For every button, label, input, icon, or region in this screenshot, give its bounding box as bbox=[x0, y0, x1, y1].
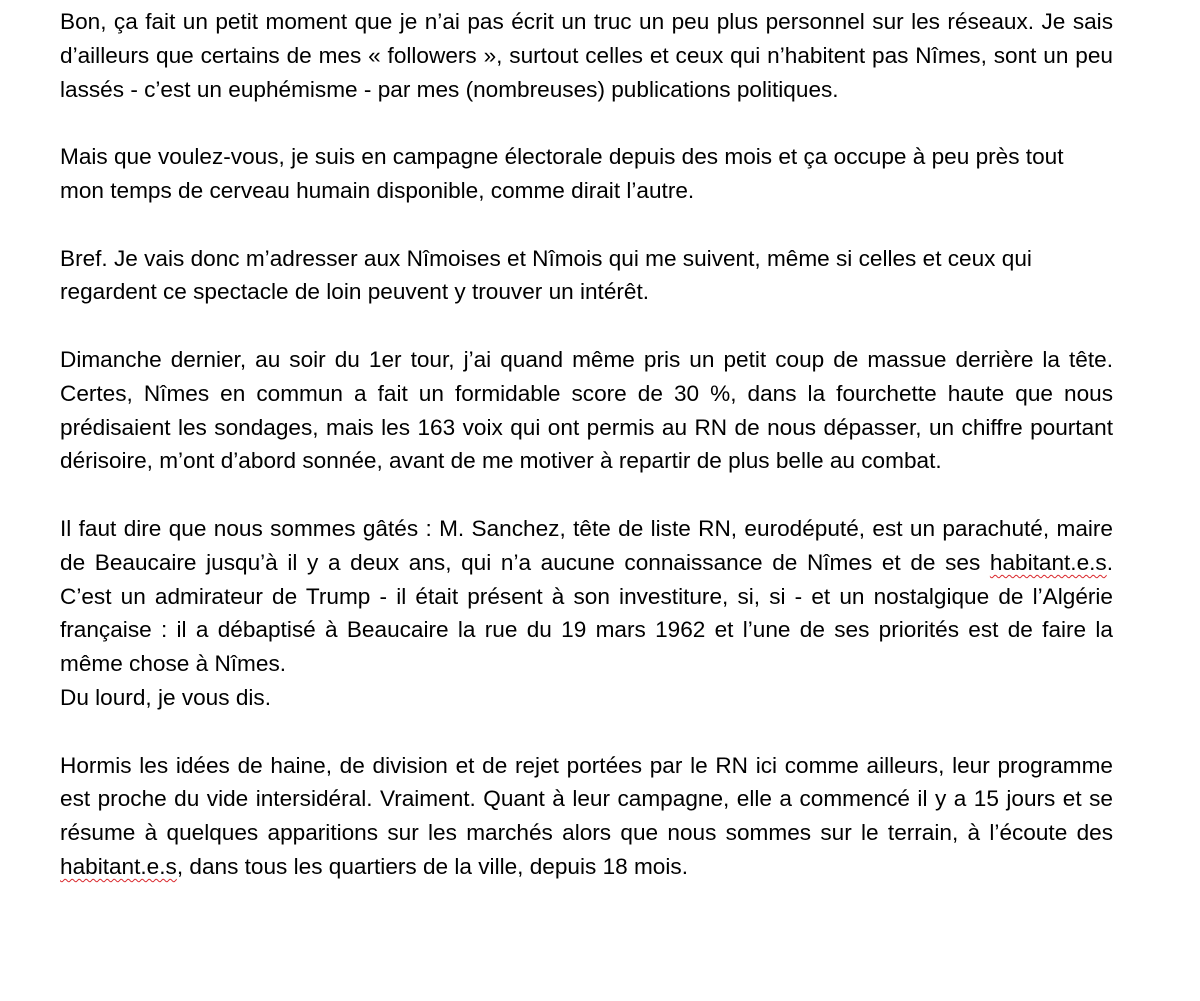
paragraph-gap bbox=[60, 478, 1113, 512]
paragraph-sanchez-text-start: Il faut dire que nous sommes gâtés : M. Sanchez, tête de liste RN, eurodéputé, est un parachuté, maire de Beaucaire jusqu’à il y a deux ans, qui n’a aucune connaissance de Nîmes et de ses bbox=[60, 515, 1113, 575]
paragraph-program-text-end: , dans tous les quartiers de la ville, depuis 18 mois. bbox=[176, 853, 688, 879]
paragraph-campaign: Mais que voulez-vous, je suis en campagne électorale depuis des mois et ça occupe à peu près tout mon temps de cerveau humain disponible, comme dirait l’autre. bbox=[60, 144, 1064, 203]
paragraph-gap bbox=[60, 715, 1113, 749]
paragraph-program bbox=[60, 749, 1113, 884]
paragraph-gap bbox=[60, 309, 1113, 343]
paragraph-sanchez bbox=[60, 512, 1113, 681]
document-body bbox=[60, 5, 1113, 884]
paragraph-gap bbox=[60, 208, 1113, 242]
spellcheck-flagged-word[interactable]: habitant.e.s bbox=[989, 549, 1107, 575]
paragraph-intro: Bon, ça fait un petit moment que je n’ai pas écrit un truc un peu plus personnel sur les réseaux. Je sais d’ailleurs que certains de mes « followers », surtout celles et ceux qui n’habitent pas Nîmes, sont un peu lassés - c’est un euphémisme - par mes (nombreuses) publications politiques. bbox=[60, 9, 1113, 102]
paragraph-address: Bref. Je vais donc m’adresser aux Nîmoises et Nîmois qui me suivent, même si celles et ceux qui regardent ce spectacle de loin peuvent y trouver un intérêt. bbox=[60, 245, 1032, 305]
paragraph-first-round: Dimanche dernier, au soir du 1er tour, j’ai quand même pris un petit coup de massue derrière la tête. Certes, Nîmes en commun a fait un formidable score de 30 %, dans la fourchette haute que nous prédisaient les sondages, mais les 163 voix qui ont permis au RN de nous dépasser, un chiffre pourtant dérisoire, m’ont d’abord sonnée, avant de me motiver à repartir de plus belle au combat. bbox=[60, 346, 1113, 474]
spellcheck-flagged-word[interactable]: habitant.e.s bbox=[60, 853, 177, 879]
paragraph-gap bbox=[60, 106, 1113, 140]
paragraph-du-lourd: Du lourd, je vous dis. bbox=[60, 684, 271, 710]
paragraph-sanchez-text-end: . C’est un admirateur de Trump - il était présent à son investiture, si, si - et un nostalgique de l’Algérie française : il a débaptisé à Beaucaire la rue du 19 mars 1962 et l’une de ses priorités est de faire la même chose à Nîmes. bbox=[60, 549, 1113, 677]
paragraph-program-text-start: Hormis les idées de haine, de division et de rejet portées par le RN ici comme ailleurs, leur programme est proche du vide intersidéral. Vraiment. Quant à leur campagne, elle a commencé il y a 15 jours et se résume à quelques apparitions sur les marchés alors que nous sommes sur le terrain, à l’écoute des bbox=[60, 752, 1113, 846]
